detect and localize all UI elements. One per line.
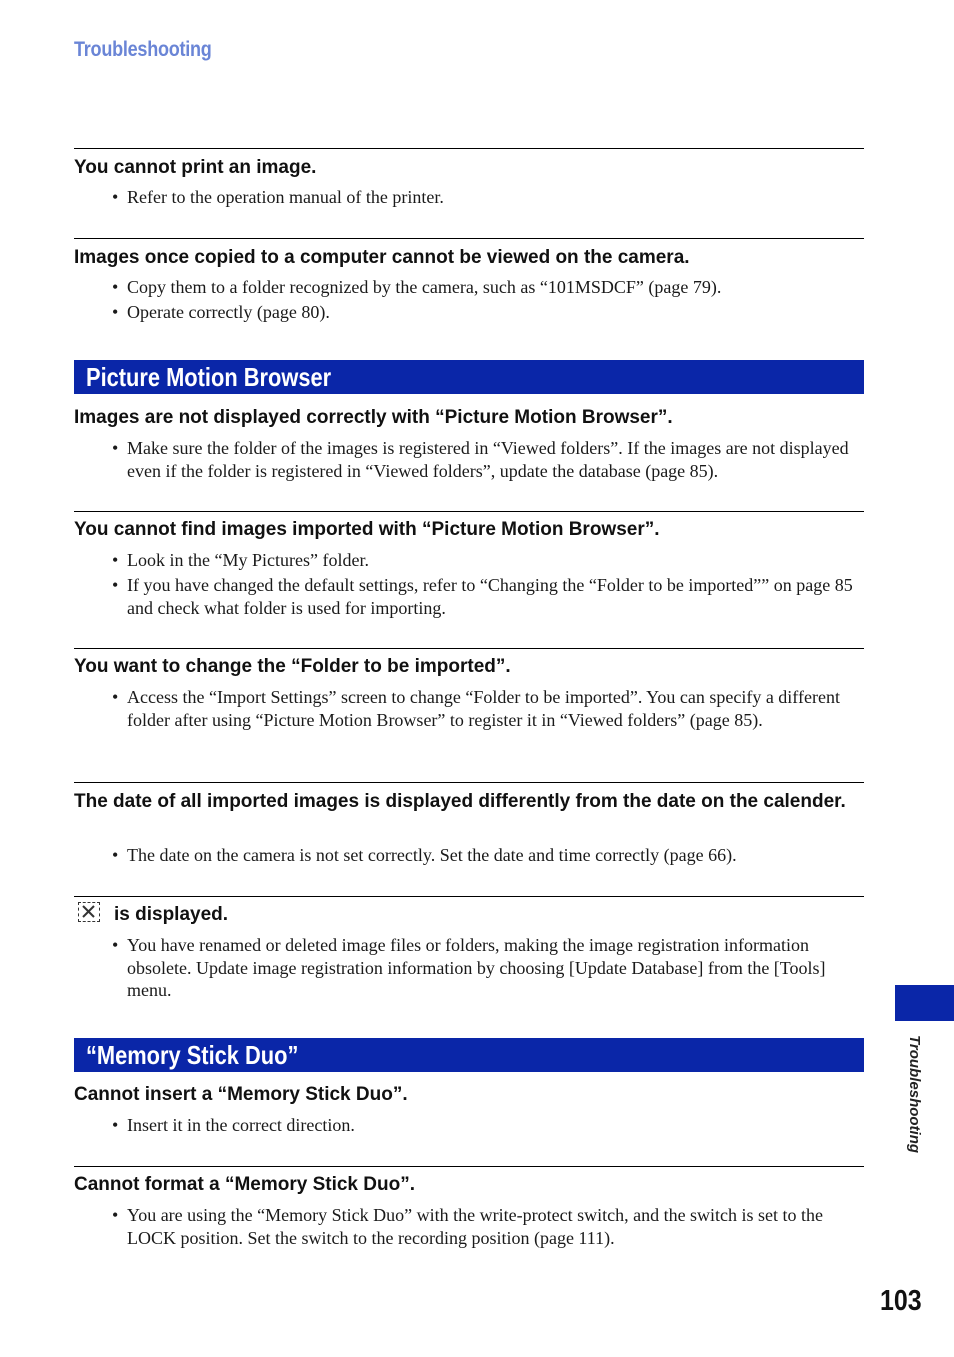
list-item	[112, 276, 862, 299]
list-item	[112, 1114, 862, 1137]
divider	[74, 511, 864, 512]
bullet-text: Look in the “My Pictures” folder.	[127, 550, 369, 570]
divider	[74, 782, 864, 783]
list-item	[112, 934, 862, 1002]
bullet-text: Copy them to a folder recognized by the camera, such as “101MSDCF” (page 79).	[127, 277, 722, 297]
bullet-glyph: •	[112, 302, 119, 322]
bullet-glyph: •	[112, 575, 119, 595]
section-header-memory-stick-duo	[74, 1038, 864, 1072]
bullet-text: If you have changed the default settings, refer to “Changing the “Folder to be imported”” on page 85 and check what folder is used for importing.	[127, 575, 853, 618]
bullet-text: Operate correctly (page 80).	[127, 302, 330, 322]
bullet-text: The date on the camera is not set correctly. Set the date and time correctly (page 66).	[127, 845, 737, 865]
page-number: 103	[880, 1285, 922, 1317]
bullet-text: Refer to the operation manual of the printer.	[127, 187, 444, 207]
bullet-glyph: •	[112, 550, 119, 570]
bullet-glyph: •	[112, 687, 119, 707]
entry-heading: is displayed.	[114, 904, 229, 925]
section-header-picture-motion-browser	[74, 360, 864, 394]
entry-heading: The date of all imported images is displayed differently from the date on the calender.	[74, 791, 846, 812]
bullet-text: You are using the “Memory Stick Duo” with the write-protect switch, and the switch is set to the LOCK position. Set the switch to the recording position (page 111).	[127, 1205, 824, 1248]
bullet-glyph: •	[112, 277, 119, 297]
bullet-text: You have renamed or deleted image files or folders, making the image registration information obsolete. Update image registration information by choosing [Update Database] from the [Tools] menu.	[127, 935, 826, 1000]
divider	[74, 148, 864, 149]
entry-heading: You cannot find images imported with “Picture Motion Browser”.	[74, 519, 660, 540]
section-title: Picture Motion Browser	[86, 362, 332, 392]
bullet-glyph: •	[112, 845, 119, 865]
side-section-tab	[895, 985, 954, 1021]
list-item	[112, 437, 862, 482]
list-item	[112, 686, 862, 731]
entry-heading: Images are not displayed correctly with “Picture Motion Browser”.	[74, 407, 673, 428]
list-item	[112, 549, 862, 572]
divider	[74, 238, 864, 239]
bullet-glyph: •	[112, 1205, 119, 1225]
bullet-text: Make sure the folder of the images is registered in “Viewed folders”. If the images are not displayed even if the folder is registered in “Viewed folders”, update the database (page 85).	[127, 438, 849, 481]
section-title: “Memory Stick Duo”	[86, 1040, 299, 1070]
list-item	[112, 844, 862, 867]
broken-image-icon	[78, 902, 100, 922]
list-item	[112, 301, 862, 324]
entry-heading: Cannot insert a “Memory Stick Duo”.	[74, 1084, 408, 1105]
bullet-glyph: •	[112, 438, 119, 458]
entry-heading: Cannot format a “Memory Stick Duo”.	[74, 1174, 415, 1195]
bullet-glyph: •	[112, 187, 119, 207]
entry-heading: You cannot print an image.	[74, 157, 317, 178]
bullet-glyph: •	[112, 1115, 119, 1135]
divider	[74, 1166, 864, 1167]
entry-heading: Images once copied to a computer cannot be viewed on the camera.	[74, 247, 690, 268]
page-header-title: Troubleshooting	[74, 38, 212, 61]
bullet-text: Access the “Import Settings” screen to change “Folder to be imported”. You can specify a different folder after using “Picture Motion Browser” to register it in “Viewed folders” (page 85).	[127, 687, 840, 730]
list-item	[112, 574, 862, 619]
bullet-glyph: •	[112, 935, 119, 955]
list-item	[112, 186, 862, 209]
bullet-text: Insert it in the correct direction.	[127, 1115, 355, 1135]
entry-heading: You want to change the “Folder to be imported”.	[74, 656, 511, 677]
side-section-label: Troubleshooting	[906, 1035, 923, 1154]
list-item	[112, 1204, 862, 1249]
divider	[74, 648, 864, 649]
divider	[74, 896, 864, 897]
